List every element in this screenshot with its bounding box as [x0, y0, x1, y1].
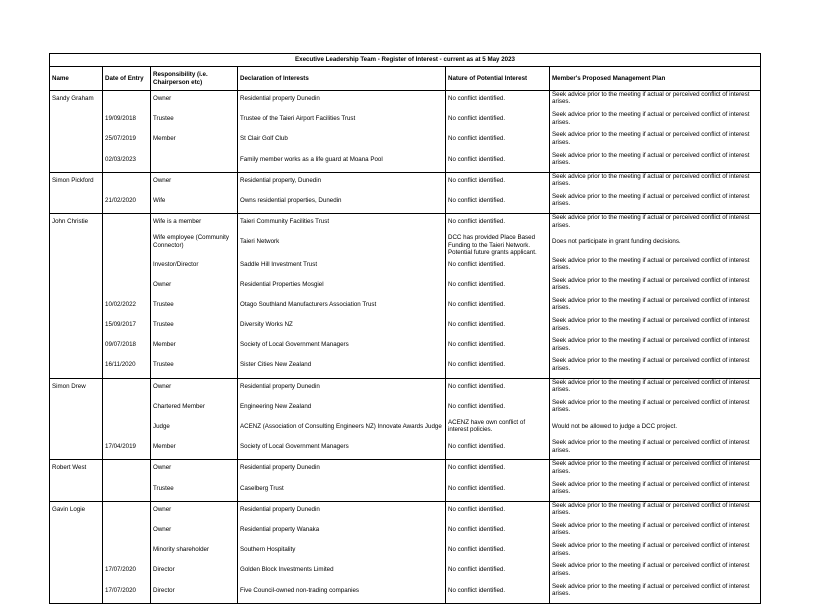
- cell-date: 15/09/2017: [103, 317, 151, 337]
- cell-declaration: Saddle Hill Investment Trust: [238, 257, 446, 277]
- cell-declaration: Residential property Dunedin: [238, 378, 446, 399]
- cell-name: Sandy Graham: [50, 91, 103, 112]
- cell-name: Gavin Logie: [50, 501, 103, 522]
- cell-responsibility: Member: [151, 131, 238, 151]
- table-row: [50, 481, 761, 502]
- cell-name: [50, 542, 103, 562]
- cell-date: [103, 277, 151, 297]
- header-management-plan: Member's Proposed Management Plan: [550, 67, 761, 91]
- cell-management-plan: Does not participate in grant funding decisions.: [550, 234, 761, 256]
- table-row: [50, 419, 761, 439]
- table-row: [50, 378, 761, 399]
- cell-nature: No conflict identified.: [446, 378, 550, 399]
- cell-nature: No conflict identified.: [446, 562, 550, 582]
- cell-management-plan: Seek advice prior to the meeting if actual or perceived conflict of interest arises.: [550, 297, 761, 317]
- cell-declaration: Residential property Dunedin: [238, 91, 446, 112]
- cell-name: [50, 131, 103, 151]
- cell-name: Simon Drew: [50, 378, 103, 399]
- cell-responsibility: Trustee: [151, 297, 238, 317]
- cell-name: Robert West: [50, 460, 103, 481]
- cell-date: [103, 257, 151, 277]
- cell-responsibility: Judge: [151, 419, 238, 439]
- cell-declaration: Sister Cities New Zealand: [238, 357, 446, 378]
- cell-name: [50, 337, 103, 357]
- cell-nature: No conflict identified.: [446, 399, 550, 419]
- cell-management-plan: Seek advice prior to the meeting if actual or perceived conflict of interest arises.: [550, 257, 761, 277]
- cell-nature: No conflict identified.: [446, 152, 550, 173]
- cell-management-plan: Seek advice prior to the meeting if actual or perceived conflict of interest arises.: [550, 131, 761, 151]
- cell-date: 25/07/2019: [103, 131, 151, 151]
- cell-date: 17/07/2020: [103, 562, 151, 582]
- cell-responsibility: Director: [151, 562, 238, 582]
- cell-nature: No conflict identified.: [446, 337, 550, 357]
- cell-responsibility: Trustee: [151, 317, 238, 337]
- cell-declaration: Engineering New Zealand: [238, 399, 446, 419]
- cell-nature: No conflict identified.: [446, 583, 550, 604]
- table-row: [50, 357, 761, 378]
- cell-management-plan: Would not be allowed to judge a DCC project.: [550, 419, 761, 439]
- cell-date: 21/02/2020: [103, 193, 151, 214]
- cell-name: [50, 234, 103, 256]
- cell-responsibility: Investor/Director: [151, 257, 238, 277]
- cell-responsibility: Director: [151, 583, 238, 604]
- cell-name: [50, 152, 103, 173]
- cell-responsibility: Owner: [151, 460, 238, 481]
- cell-responsibility: Owner: [151, 277, 238, 297]
- cell-name: [50, 481, 103, 502]
- table-row: [50, 172, 761, 193]
- cell-name: [50, 357, 103, 378]
- cell-declaration: Golden Block Investments Limited: [238, 562, 446, 582]
- cell-declaration: Residential property Wanaka: [238, 522, 446, 542]
- table-row: [50, 317, 761, 337]
- cell-name: Simon Pickford: [50, 172, 103, 193]
- cell-management-plan: Seek advice prior to the meeting if actual or perceived conflict of interest arises.: [550, 399, 761, 419]
- cell-declaration: Family member works as a life guard at Moana Pool: [238, 152, 446, 173]
- cell-nature: No conflict identified.: [446, 214, 550, 235]
- cell-nature: No conflict identified.: [446, 131, 550, 151]
- cell-name: [50, 297, 103, 317]
- cell-date: 02/03/2023: [103, 152, 151, 173]
- cell-date: 19/09/2018: [103, 111, 151, 131]
- cell-date: [103, 542, 151, 562]
- cell-responsibility: Owner: [151, 378, 238, 399]
- table-row: [50, 542, 761, 562]
- cell-management-plan: Seek advice prior to the meeting if actual or perceived conflict of interest arises.: [550, 152, 761, 173]
- cell-declaration: Residential property, Dunedin: [238, 172, 446, 193]
- cell-name: [50, 277, 103, 297]
- cell-declaration: Residential property Dunedin: [238, 501, 446, 522]
- cell-date: [103, 522, 151, 542]
- table-row: [50, 562, 761, 582]
- table-row: [50, 152, 761, 173]
- cell-responsibility: Owner: [151, 501, 238, 522]
- cell-name: [50, 257, 103, 277]
- register-body: [50, 91, 761, 604]
- cell-management-plan: Seek advice prior to the meeting if actual or perceived conflict of interest arises.: [550, 481, 761, 502]
- cell-name: [50, 419, 103, 439]
- cell-declaration: St Clair Golf Club: [238, 131, 446, 151]
- cell-date: 17/04/2019: [103, 439, 151, 460]
- cell-nature: No conflict identified.: [446, 297, 550, 317]
- cell-nature: ACENZ have own conflict of interest policies.: [446, 419, 550, 439]
- cell-name: [50, 193, 103, 214]
- cell-date: 09/07/2018: [103, 337, 151, 357]
- cell-responsibility: Owner: [151, 91, 238, 112]
- cell-date: [103, 460, 151, 481]
- header-name: Name: [50, 67, 103, 91]
- table-row: [50, 91, 761, 112]
- cell-nature: No conflict identified.: [446, 439, 550, 460]
- header-row: [50, 67, 761, 91]
- cell-date: 17/07/2020: [103, 583, 151, 604]
- cell-nature: No conflict identified.: [446, 172, 550, 193]
- cell-name: [50, 583, 103, 604]
- cell-nature: No conflict identified.: [446, 317, 550, 337]
- cell-date: [103, 172, 151, 193]
- cell-date: [103, 91, 151, 112]
- cell-name: [50, 562, 103, 582]
- cell-declaration: Residential Properties Mosgiel: [238, 277, 446, 297]
- cell-responsibility: Wife: [151, 193, 238, 214]
- cell-responsibility: Member: [151, 439, 238, 460]
- cell-management-plan: Seek advice prior to the meeting if actual or perceived conflict of interest arises.: [550, 277, 761, 297]
- table-row: [50, 337, 761, 357]
- cell-management-plan: Seek advice prior to the meeting if actual or perceived conflict of interest arises.: [550, 501, 761, 522]
- cell-date: 16/11/2020: [103, 357, 151, 378]
- cell-nature: DCC has provided Place Based Funding to the Taieri Network. Potential future grants applicant.: [446, 234, 550, 256]
- cell-responsibility: Trustee: [151, 111, 238, 131]
- cell-declaration: Trustee of the Taieri Airport Facilities Trust: [238, 111, 446, 131]
- cell-declaration: Caselberg Trust: [238, 481, 446, 502]
- cell-responsibility: Wife employee (Community Connector): [151, 234, 238, 256]
- cell-name: [50, 317, 103, 337]
- cell-responsibility: Chartered Member: [151, 399, 238, 419]
- cell-nature: No conflict identified.: [446, 481, 550, 502]
- cell-nature: No conflict identified.: [446, 501, 550, 522]
- cell-management-plan: Seek advice prior to the meeting if actual or perceived conflict of interest arises.: [550, 460, 761, 481]
- table-row: [50, 439, 761, 460]
- cell-nature: No conflict identified.: [446, 460, 550, 481]
- table-row: [50, 234, 761, 256]
- cell-declaration: Diversity Works NZ: [238, 317, 446, 337]
- header-declaration: Declaration of Interests: [238, 67, 446, 91]
- table-row: [50, 460, 761, 481]
- cell-declaration: Southern Hospitality: [238, 542, 446, 562]
- table-row: [50, 131, 761, 151]
- cell-responsibility: Member: [151, 337, 238, 357]
- cell-management-plan: Seek advice prior to the meeting if actual or perceived conflict of interest arises.: [550, 378, 761, 399]
- table-row: [50, 257, 761, 277]
- table-row: [50, 583, 761, 604]
- cell-nature: No conflict identified.: [446, 91, 550, 112]
- cell-date: [103, 501, 151, 522]
- cell-nature: No conflict identified.: [446, 111, 550, 131]
- register-sheet: [49, 53, 760, 604]
- cell-management-plan: Seek advice prior to the meeting if actual or perceived conflict of interest arises.: [550, 172, 761, 193]
- cell-management-plan: Seek advice prior to the meeting if actual or perceived conflict of interest arises.: [550, 214, 761, 235]
- cell-responsibility: Owner: [151, 172, 238, 193]
- cell-responsibility: Wife is a member: [151, 214, 238, 235]
- cell-declaration: Five Council-owned non-trading companies: [238, 583, 446, 604]
- cell-name: [50, 399, 103, 419]
- cell-declaration: Taieri Community Facilities Trust: [238, 214, 446, 235]
- cell-responsibility: [151, 152, 238, 173]
- cell-management-plan: Seek advice prior to the meeting if actual or perceived conflict of interest arises.: [550, 91, 761, 112]
- cell-declaration: Society of Local Government Managers: [238, 337, 446, 357]
- cell-declaration: Taieri Network: [238, 234, 446, 256]
- cell-responsibility: Owner: [151, 522, 238, 542]
- table-row: [50, 193, 761, 214]
- table-row: [50, 214, 761, 235]
- cell-management-plan: Seek advice prior to the meeting if actual or perceived conflict of interest arises.: [550, 193, 761, 214]
- cell-nature: No conflict identified.: [446, 277, 550, 297]
- cell-date: [103, 234, 151, 256]
- cell-nature: No conflict identified.: [446, 357, 550, 378]
- cell-name: John Christie: [50, 214, 103, 235]
- cell-date: [103, 481, 151, 502]
- table-row: [50, 501, 761, 522]
- header-responsibility: Responsibility (i.e. Chairperson etc): [151, 67, 238, 91]
- cell-nature: No conflict identified.: [446, 257, 550, 277]
- cell-declaration: Residential property Dunedin: [238, 460, 446, 481]
- cell-management-plan: Seek advice prior to the meeting if actual or perceived conflict of interest arises.: [550, 357, 761, 378]
- table-row: [50, 522, 761, 542]
- cell-management-plan: Seek advice prior to the meeting if actual or perceived conflict of interest arises.: [550, 583, 761, 604]
- cell-management-plan: Seek advice prior to the meeting if actual or perceived conflict of interest arises.: [550, 542, 761, 562]
- cell-date: [103, 214, 151, 235]
- cell-management-plan: Seek advice prior to the meeting if actual or perceived conflict of interest arises.: [550, 439, 761, 460]
- cell-name: [50, 439, 103, 460]
- header-date: Date of Entry: [103, 67, 151, 91]
- cell-management-plan: Seek advice prior to the meeting if actual or perceived conflict of interest arises.: [550, 111, 761, 131]
- cell-nature: No conflict identified.: [446, 522, 550, 542]
- table-row: [50, 111, 761, 131]
- cell-date: [103, 399, 151, 419]
- cell-date: 10/02/2022: [103, 297, 151, 317]
- cell-management-plan: Seek advice prior to the meeting if actual or perceived conflict of interest arises.: [550, 522, 761, 542]
- cell-nature: No conflict identified.: [446, 542, 550, 562]
- cell-name: [50, 111, 103, 131]
- table-row: [50, 277, 761, 297]
- register-table: [49, 53, 761, 604]
- cell-date: [103, 378, 151, 399]
- cell-nature: No conflict identified.: [446, 193, 550, 214]
- cell-responsibility: Trustee: [151, 481, 238, 502]
- cell-management-plan: Seek advice prior to the meeting if actual or perceived conflict of interest arises.: [550, 317, 761, 337]
- cell-management-plan: Seek advice prior to the meeting if actual or perceived conflict of interest arises.: [550, 337, 761, 357]
- register-title: Executive Leadership Team - Register of Interest - current as at 5 May 2023: [50, 54, 761, 67]
- cell-date: [103, 419, 151, 439]
- table-row: [50, 399, 761, 419]
- cell-management-plan: Seek advice prior to the meeting if actual or perceived conflict of interest arises.: [550, 562, 761, 582]
- cell-name: [50, 522, 103, 542]
- cell-declaration: Owns residential properties, Dunedin: [238, 193, 446, 214]
- cell-responsibility: Minority shareholder: [151, 542, 238, 562]
- header-nature: Nature of Potential Interest: [446, 67, 550, 91]
- table-row: [50, 297, 761, 317]
- cell-declaration: ACENZ (Association of Consulting Engineers NZ) Innovate Awards Judge: [238, 419, 446, 439]
- cell-declaration: Society of Local Government Managers: [238, 439, 446, 460]
- cell-responsibility: Trustee: [151, 357, 238, 378]
- title-row: [50, 54, 761, 67]
- cell-declaration: Otago Southland Manufacturers Association Trust: [238, 297, 446, 317]
